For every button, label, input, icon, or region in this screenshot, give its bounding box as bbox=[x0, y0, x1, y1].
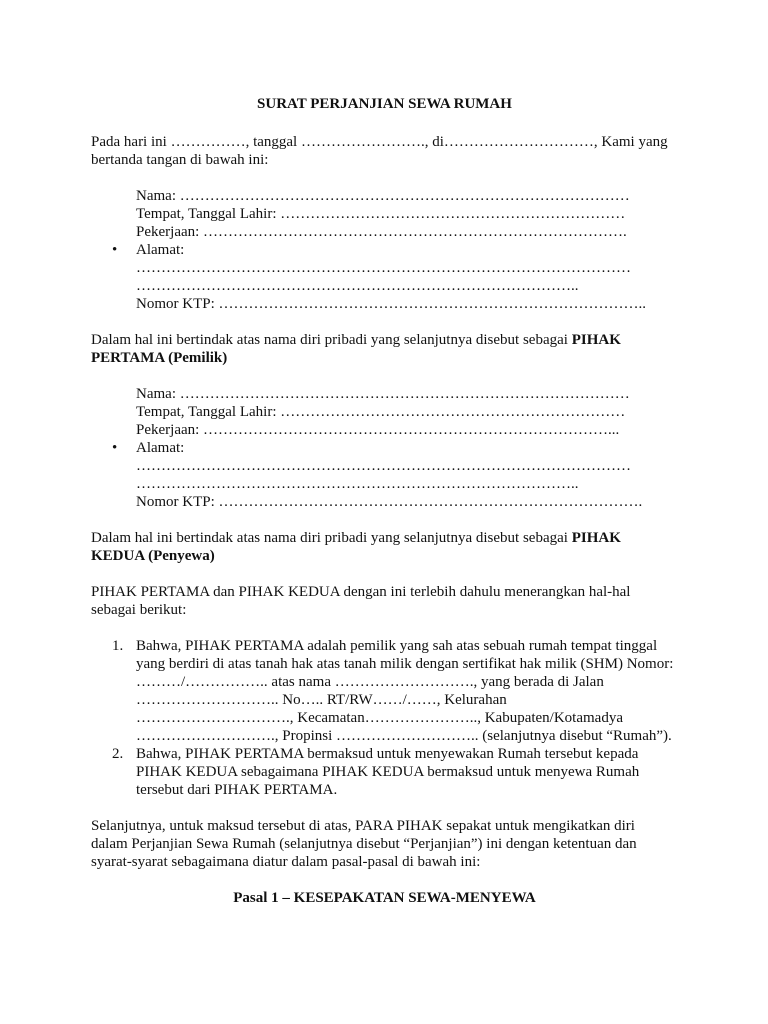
agreement-paragraph bbox=[91, 817, 678, 871]
field-nomor-ktp: • Nomor KTP: …………………………………………………………………………. bbox=[136, 493, 678, 511]
agreement-line-2: dalam Perjanjian Sewa Rumah (selanjutnya disebut “Perjanjian”) ini dengan ketentuan dan bbox=[91, 836, 637, 852]
statement-bold-role: PERTAMA (Pemilik) bbox=[91, 350, 228, 366]
field-tempat-tanggal-lahir: • Tempat, Tanggal Lahir: …………………………………………………………… bbox=[136, 205, 678, 223]
agreement-line-1: Selanjutnya, untuk maksud tersebut di atas, PARA PIHAK sepakat untuk mengikatkan diri bbox=[91, 818, 635, 834]
term-line: …………………………., Kecamatan………………….., Kabupaten/Kotamadya bbox=[136, 710, 623, 726]
field-alamat-line-2: …………………………………………………………………………….. bbox=[136, 476, 579, 492]
intro-line-1: Pada hari ini ……………, tanggal ……………………., di…………………………, Kami yang bbox=[91, 134, 668, 150]
agreement-line-3: syarat-syarat sebagaimana diatur dalam pasal-pasal di bawah ini: bbox=[91, 854, 481, 870]
pihak-pertama-statement bbox=[91, 331, 678, 367]
statement-bold-pihak: PIHAK bbox=[571, 332, 621, 348]
field-alamat bbox=[136, 241, 678, 295]
term-number: 1. bbox=[112, 638, 124, 654]
pihak-kedua-fields bbox=[91, 385, 678, 511]
field-nama: • Nama: ……………………………………………………………………………… bbox=[136, 385, 678, 403]
field-alamat-line-1: ……………………………………………………………………………………… bbox=[136, 260, 631, 276]
field-nomor-ktp: • Nomor KTP: ………………………………………………………………………….. bbox=[136, 295, 678, 313]
statement-text: Dalam hal ini bertindak atas nama diri pribadi yang selanjutnya disebut sebagai bbox=[91, 530, 572, 546]
term-line: Bahwa, PIHAK PERTAMA adalah pemilik yang sah atas sebuah rumah tempat tinggal bbox=[136, 638, 658, 654]
preamble-line-1: PIHAK PERTAMA dan PIHAK KEDUA dengan ini terlebih dahulu menerangkan hal-hal bbox=[91, 584, 631, 600]
terms-list bbox=[91, 637, 678, 799]
field-alamat-line-2: …………………………………………………………………………….. bbox=[136, 278, 579, 294]
statement-bold-role: KEDUA (Penyewa) bbox=[91, 548, 215, 564]
term-line: ……………………….. No….. RT/RW……/……, Kelurahan bbox=[136, 692, 507, 708]
field-tempat-tanggal-lahir: • Tempat, Tanggal Lahir: …………………………………………………………… bbox=[136, 403, 678, 421]
pasal-1-heading: Pasal 1 – KESEPAKATAN SEWA-MENYEWA bbox=[233, 890, 536, 906]
preamble-paragraph bbox=[91, 583, 678, 619]
field-alamat-line-1: ……………………………………………………………………………………… bbox=[136, 458, 631, 474]
field-alamat bbox=[136, 439, 678, 493]
term-line: yang berdiri di atas tanah hak atas tanah milik dengan sertifikat hak milik (SHM) Nomor: bbox=[136, 656, 674, 672]
term-line: ………/…………….. atas nama ………………………., yang berada di Jalan bbox=[136, 674, 604, 690]
pihak-kedua-statement bbox=[91, 529, 678, 565]
term-number: 2. bbox=[112, 746, 124, 762]
statement-bold-pihak: PIHAK bbox=[571, 530, 621, 546]
document-title: SURAT PERJANJIAN SEWA RUMAH bbox=[257, 96, 512, 112]
term-line: Bahwa, PIHAK PERTAMA bermaksud untuk menyewakan Rumah tersebut kepada bbox=[136, 746, 639, 762]
field-alamat-label: • Alamat: bbox=[136, 440, 185, 456]
intro-paragraph bbox=[91, 133, 678, 169]
term-line: tersebut dari PIHAK PERTAMA. bbox=[136, 782, 338, 798]
preamble-line-2: sebagai berikut: bbox=[91, 602, 187, 618]
field-alamat-label: • Alamat: bbox=[136, 242, 185, 258]
term-line: ………………………., Propinsi ……………………….. (selanjutnya disebut “Rumah”). bbox=[136, 728, 672, 744]
term-item-1 bbox=[112, 637, 678, 745]
field-nama: • Nama: ……………………………………………………………………………… bbox=[136, 187, 678, 205]
intro-line-2: bertanda tangan di bawah ini: bbox=[91, 152, 269, 168]
field-pekerjaan: • Pekerjaan: ………………………………………………………………………... bbox=[136, 421, 678, 439]
statement-text: Dalam hal ini bertindak atas nama diri pribadi yang selanjutnya disebut sebagai bbox=[91, 332, 572, 348]
field-pekerjaan: • Pekerjaan: …………………………………………………………………………. bbox=[136, 223, 678, 241]
term-line: PIHAK KEDUA sebagaimana PIHAK KEDUA bermaksud untuk menyewa Rumah bbox=[136, 764, 640, 780]
pihak-pertama-fields bbox=[91, 187, 678, 313]
term-item-2 bbox=[112, 745, 678, 799]
